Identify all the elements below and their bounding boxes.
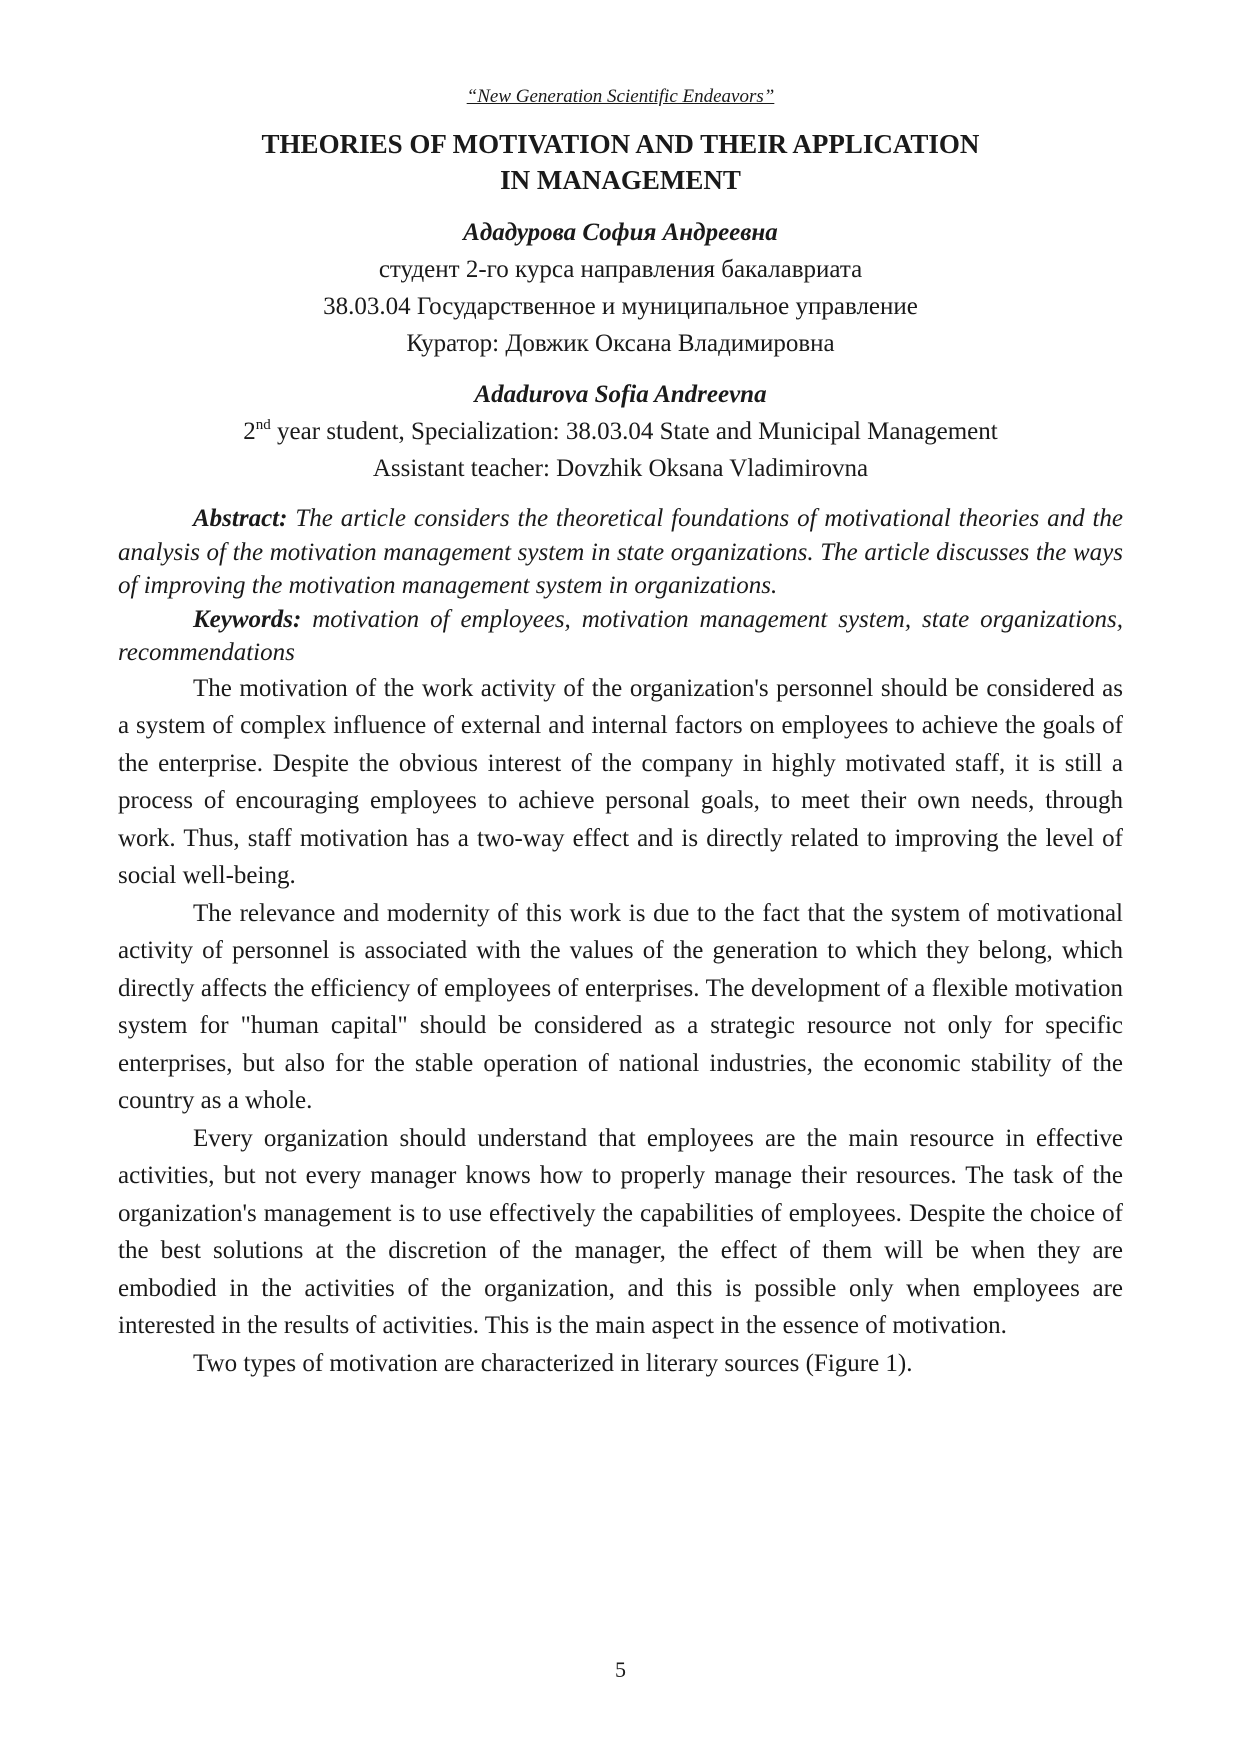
- author-block-en: [0, 376, 1241, 487]
- author-name-en: Adadurova Sofia Andreevna: [474, 381, 767, 408]
- author-info-en-1-rest: year student, Specialization: 38.03.04 State and Municipal Management: [270, 418, 998, 445]
- keywords: [118, 603, 1123, 670]
- year-number: 2: [243, 418, 256, 445]
- body-paragraph: Every organization should understand that employees are the main resource in effective activities, but not every manager knows how to properly manage their resources. The task of the organization's management is to use effectively the capabilities of employees. Despite the choice of the best solutions at the discretion of the manager, the effect of them will be when they are embodied in the activities of the organization, and this is possible only when employees are interested in the results of activities. This is the main aspect in the essence of motivation.: [118, 1124, 1123, 1339]
- author-info-ru-2: 38.03.04 Государственное и муниципальное управление: [323, 293, 918, 320]
- body-paragraph: The relevance and modernity of this work is due to the fact that the system of motivational activity of personnel is associated with the values of the generation to which they belong, which directly affects the efficiency of employees of enterprises. The development of a flexible motivation system for "human capital" should be considered as a strategic resource not only for specific enterprises, but also for the stable operation of national industries, the economic stability of the country as a whole.: [118, 899, 1123, 1114]
- body-paragraph: Two types of motivation are characterized in literary sources (Figure 1).: [193, 1349, 913, 1377]
- author-info-ru-3: Куратор: Довжик Оксана Владимировна: [406, 330, 835, 357]
- body-paragraph: The motivation of the work activity of the organization's personnel should be considered as a system of complex influence of external and internal factors on employees to achieve the goals of the enterprise. Despite the obvious interest of the company in highly motivated staff, it is still a process of encouraging employees to achieve personal goals, to meet their own needs, through work. Thus, staff motivation has a two-way effect and is directly related to improving the level of social well-being.: [118, 674, 1123, 889]
- abstract-text: The article considers the theoretical foundations of motivational theories and the analysis of the motivation management system in state organizations. The article discusses the ways of improving the motivation management system in organizations.: [118, 505, 1123, 599]
- article-title: [0, 126, 1241, 198]
- keywords-text: motivation of employees, motivation management system, state organizations, recommendations: [118, 605, 1123, 666]
- title-line-2: IN MANAGEMENT: [500, 165, 741, 195]
- author-info-ru-1: студент 2-го курса направления бакалавриата: [378, 256, 863, 283]
- page-number: 5: [615, 1657, 626, 1682]
- author-block-ru: [0, 214, 1241, 362]
- journal-name: “New Generation Scientific Endeavors”: [466, 86, 775, 107]
- author-info-en-2: Assistant teacher: Dovzhik Oksana Vladimirovna: [372, 455, 869, 482]
- abstract: [118, 502, 1123, 603]
- year-ordinal: nd: [255, 417, 271, 433]
- article-body: [118, 502, 1123, 1382]
- author-info-en-1: [0, 413, 1241, 450]
- title-line-1: THEORIES OF MOTIVATION AND THEIR APPLICATION: [261, 129, 980, 159]
- keywords-label: Keywords:: [193, 605, 302, 633]
- author-name-ru: Ададурова София Андреевна: [463, 219, 778, 246]
- abstract-label: Abstract:: [193, 505, 288, 532]
